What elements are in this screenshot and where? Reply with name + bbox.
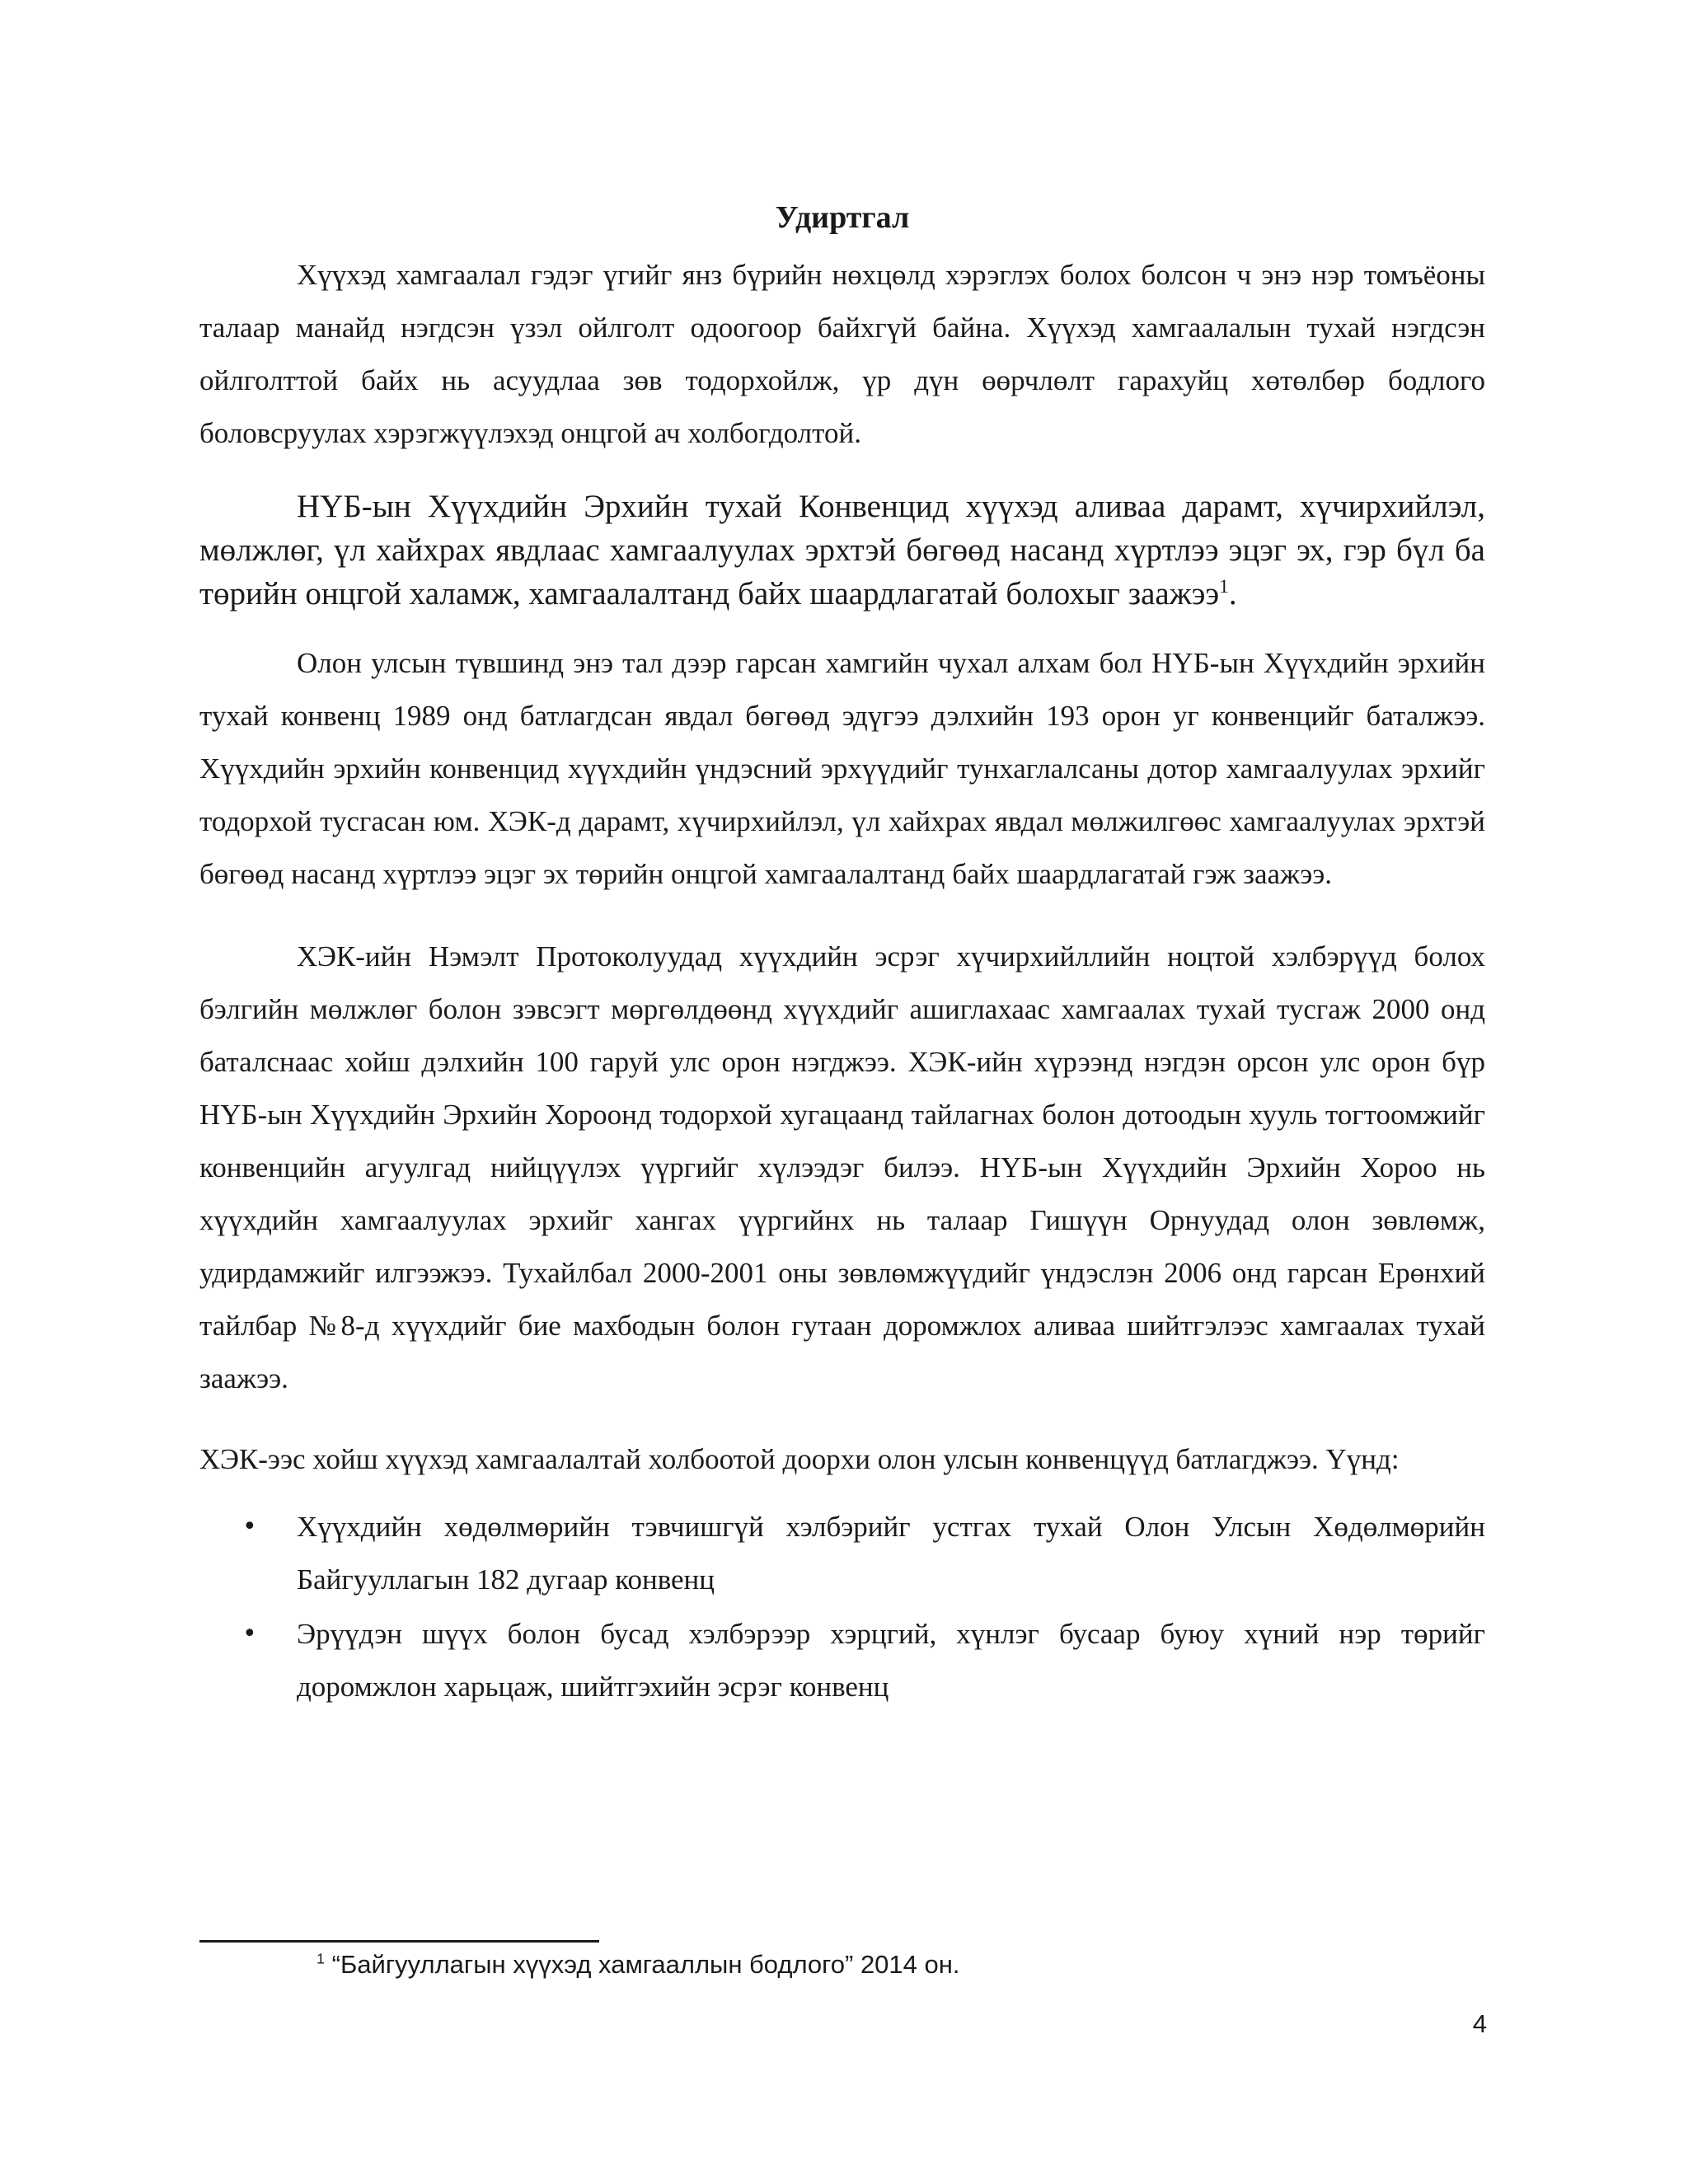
footnote-reference[interactable]: 1 [1219, 576, 1229, 598]
document-title: Удиртгал [775, 200, 910, 235]
list-item [199, 1608, 1485, 1713]
list-item-text: Эрүүдэн шүүх болон бусад хэлбэрээр хэрцгий, хүнлэг бусаар буюу хүний нэр төрийг доромжлон харьцаж, шийтгэхийн эсрэг конвенц [297, 1618, 1485, 1703]
bullet-icon: • [242, 1512, 257, 1541]
footnote-separator [199, 1940, 599, 1943]
page-number: 4 [1472, 2009, 1487, 2038]
document-body [199, 196, 1485, 1713]
paragraph-convention [199, 485, 1485, 616]
footnote [316, 1947, 1470, 1983]
paragraph-protocols: ХЭК-ийн Нэмэлт Протоколуудад хүүхдийн эсрэг хүчирхийллийн ноцтой хэлбэрүүд болох бэлгийн мөлжлөг болон зэвсэгт мөргөлдөөнд хүүхдийг ашиглахаас хамгаалах тухай тусгаж 2000 онд баталснаас хойш дэлхийн 100 гаруй улс орон нэгджээ. ХЭК-ийн хүрээнд нэгдэн орсон улс орон бүр НҮБ-ын Хүүхдийн Эрхийн Хороонд тодорхой хугацаанд тайлагнах болон дотоодын хууль тогтоомжийг конвенцийн агуулгад нийцүүлэх үүргийг хүлээдэг билээ. НҮБ-ын Хүүхдийн Эрхийн Хороо нь хүүхдийн хамгаалуулах эрхийг хангах үүргийнх нь талаар Гишүүн Орнуудад олон зөвлөмж, удирдамжийг илгээжээ. Тухайлбал 2000-2001 оны зөвлөмжүүдийг үндэслэн 2006 онд гарсан Ерөнхий тайлбар №8-д хүүхдийг бие махбодын болон гутаан доромжлох аливаа шийтгэлээс хамгаалах тухай заажээ. [199, 940, 1485, 1394]
paragraph-international: Олон улсын түвшинд энэ тал дээр гарсан хамгийн чухал алхам бол НҮБ-ын Хүүхдийн эрхийн тухай конвенц 1989 онд батлагдсан явдал бөгөөд эдүгээ дэлхийн 193 орон уг конвенцийг баталжээ. Хүүхдийн эрхийн конвенцид хүүхдийн үндэсний эрхүүдийг тунхаглалсаны дотор хамгаалуулах эрхийг тодорхой тусгасан юм. ХЭК-д дарамт, хүчирхийлэл, үл хайхрах явдал мөлжилгөөс хамгаалуулах эрхтэй бөгөөд насанд хүртлээ эцэг эх төрийн онцгой хамгаалалтанд байх шаардлагатай гэж заажээ. [199, 647, 1485, 890]
paragraph-convention-text: НҮБ-ын Хүүхдийн Эрхийн тухай Конвенцид хүүхэд аливаа дарамт, хүчирхийлэл, мөлжлөг, үл хайхрах явдлаас хамгаалуулах эрхтэй бөгөөд насанд хүртлээ эцэг эх, гэр бүл ба төрийн онцгой халамж, хамгаалалтанд байх шаардлагатай болохыг заажээ [199, 489, 1485, 612]
footnote-number: 1 [316, 1950, 325, 1967]
footnote-text: “Байгууллагын хүүхэд хамгааллын бодлого” 2014 он. [331, 1950, 960, 1979]
list-item-text: Хүүхдийн хөдөлмөрийн тэвчишгүй хэлбэрийг устгах тухай Олон Улсын Хөдөлмөрийн Байгууллагын 182 дугаар конвенц [297, 1511, 1485, 1596]
paragraph-conventions-intro: ХЭК-ээс хойш хүүхэд хамгаалалтай холбоотой доорхи олон улсын конвенцүүд батлагджээ. Үүнд: [199, 1443, 1400, 1475]
paragraph-intro: Хүүхэд хамгаалал гэдэг үгийг янз бүрийн нөхцөлд хэрэглэх болох болсон ч энэ нэр томъёоны талаар манайд нэгдсэн үзэл ойлголт одоогоор байхгүй байна. Хүүхэд хамгаалалын тухай нэгдсэн ойлголттой байх нь асуудлаа зөв тодорхойлж, үр дүн өөрчлөлт гарахуйц хөтөлбөр бодлого боловсруулах хэрэгжүүлэхэд онцгой ач холбогдолтой. [199, 259, 1485, 449]
list-item [199, 1501, 1485, 1606]
paragraph-period: . [1228, 576, 1237, 612]
convention-list [199, 1501, 1485, 1713]
bullet-icon: • [242, 1619, 257, 1648]
